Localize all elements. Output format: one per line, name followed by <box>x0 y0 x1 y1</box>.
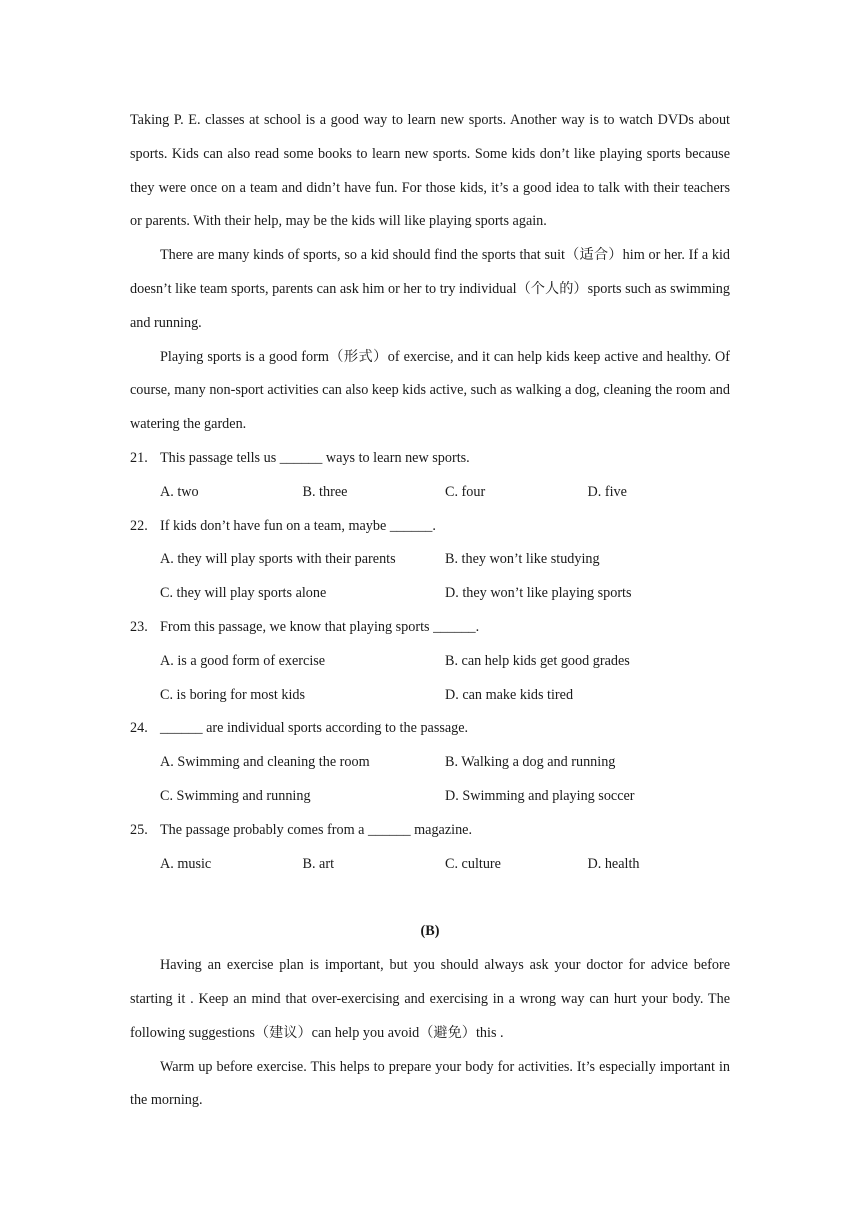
question-21-options <box>130 476 730 510</box>
option-c[interactable]: C. four <box>445 483 486 500</box>
question-23-options-row-1 <box>130 645 730 679</box>
option-d[interactable]: D. five <box>587 483 627 500</box>
option-b[interactable]: B. art <box>302 855 335 872</box>
question-24-options-row-2 <box>130 780 730 814</box>
option-a[interactable]: A. two <box>160 483 199 500</box>
option-a[interactable]: A. is a good form of exercise <box>160 652 326 669</box>
option-a[interactable]: A. music <box>160 855 212 872</box>
question-text: ______ are individual sports according to the passage. <box>160 720 469 737</box>
question-23 <box>130 611 730 645</box>
option-d[interactable]: D. can make kids tired <box>445 686 574 703</box>
option-d[interactable]: D. they won’t like playing sports <box>445 585 632 602</box>
option-b[interactable]: B. Walking a dog and running <box>445 754 616 771</box>
passage-a-paragraph-3: Playing sports is a good form（形式）of exercise, and it can help kids keep active and healthy. Of course, many non-sport activities can also keep kids active, such as walking a dog, cleaning the room and watering the garden. <box>130 348 730 433</box>
question-24-options-row-1 <box>130 746 730 780</box>
option-c[interactable]: C. Swimming and running <box>160 787 311 804</box>
option-d[interactable]: D. health <box>587 855 640 872</box>
option-c[interactable]: C. is boring for most kids <box>160 686 306 703</box>
question-22 <box>130 510 730 544</box>
document-page <box>130 104 730 1118</box>
question-number: 25. <box>130 821 148 838</box>
passage-b-paragraph-1: Having an exercise plan is important, but you should always ask your doctor for advice before starting it . Keep an mind that over-exercising and exercising in a wrong way can hurt your body. The following suggestions（建议）can help you avoid（避免）this . <box>130 957 730 1041</box>
option-c[interactable]: C. culture <box>445 855 501 872</box>
question-number: 22. <box>130 517 148 534</box>
passage-a-paragraph-2: There are many kinds of sports, so a kid should find the sports that suit（适合）him or her. If a kid doesn’t like team sports, parents can ask him or her to try individual（个人的）sports such as swimming and running. <box>130 247 730 331</box>
question-24 <box>130 712 730 746</box>
option-b[interactable]: B. three <box>302 483 348 500</box>
option-a[interactable]: A. they will play sports with their parents <box>160 551 396 568</box>
option-c[interactable]: C. they will play sports alone <box>160 585 327 602</box>
section-b-title: (B) <box>420 923 440 940</box>
question-text: The passage probably comes from a ______ magazine. <box>160 821 473 838</box>
question-number: 24. <box>130 720 148 737</box>
question-number: 21. <box>130 449 148 466</box>
option-a[interactable]: A. Swimming and cleaning the room <box>160 754 370 771</box>
option-d[interactable]: D. Swimming and playing soccer <box>445 787 635 804</box>
question-text: This passage tells us ______ ways to learn new sports. <box>160 449 470 466</box>
question-25-options <box>130 848 730 882</box>
passage-b-paragraph-2: Warm up before exercise. This helps to prepare your body for activities. It’s especially important in the morning. <box>130 1058 730 1109</box>
question-21 <box>130 442 730 476</box>
question-text: From this passage, we know that playing sports ______. <box>160 618 480 635</box>
option-b[interactable]: B. can help kids get good grades <box>445 652 630 669</box>
question-22-options-row-2 <box>130 577 730 611</box>
question-text: If kids don’t have fun on a team, maybe ______. <box>160 517 436 534</box>
question-25 <box>130 814 730 848</box>
question-22-options-row-1 <box>130 543 730 577</box>
question-number: 23. <box>130 618 148 635</box>
option-b[interactable]: B. they won’t like studying <box>445 551 600 568</box>
question-23-options-row-2 <box>130 679 730 713</box>
passage-a-paragraph-1: Taking P. E. classes at school is a good way to learn new sports. Another way is to watch DVDs about sports. Kids can also read some books to learn new sports. Some kids don’t like playing sports because they were once on a team and didn’t have fun. For those kids, it’s a good idea to talk with their teachers or parents. With their help, may be the kids will like playing sports again. <box>130 112 730 230</box>
